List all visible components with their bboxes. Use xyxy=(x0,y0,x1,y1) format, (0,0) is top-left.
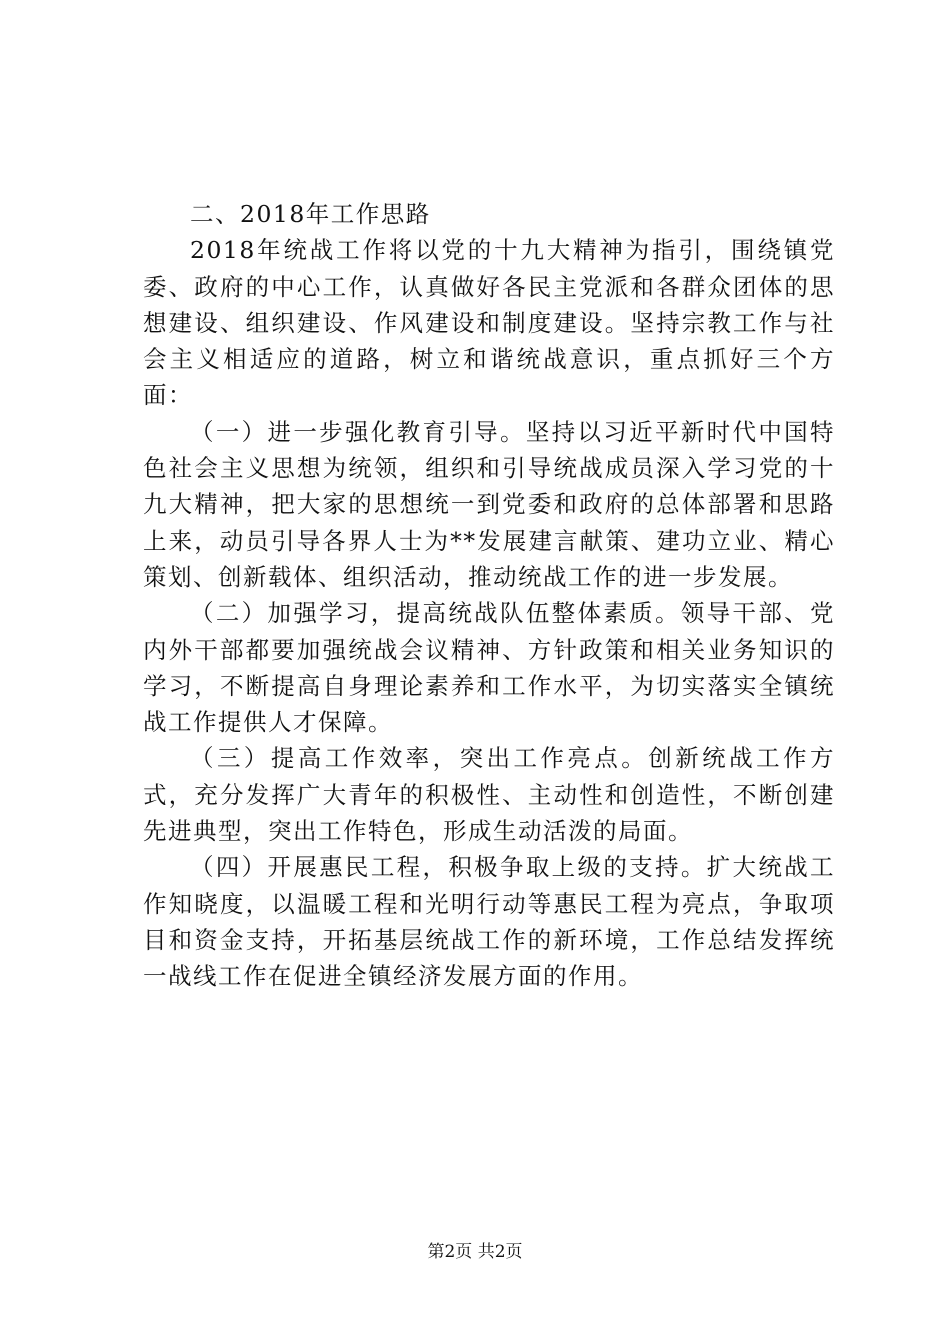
paragraph-item-3: （三）提高工作效率，突出工作亮点。创新统战工作方式，充分发挥广大青年的积极性、主动性和创造性，不断创建先进典型，突出工作特色，形成生动活泼的局面。 xyxy=(143,744,835,846)
paragraph-item-4: （四）开展惠民工程，积极争取上级的支持。扩大统战工作知晓度，以温暖工程和光明行动等惠民工程为亮点，争取项目和资金支持，开拓基层统战工作的新环境，工作总结发挥统一战线工作在促进全镇经济发展方面的作用。 xyxy=(143,853,835,991)
paragraph-intro: 2018年统战工作将以党的十九大精神为指引，围绕镇党委、政府的中心工作，认真做好各民主党派和各群众团体的思想建设、组织建设、作风建设和制度建设。坚持宗教工作与社会主义相适应的道路，树立和谐统战意识，重点抓好三个方面： xyxy=(143,236,835,410)
document-body xyxy=(143,196,835,995)
paragraph-item-2: （二）加强学习，提高统战队伍整体素质。领导干部、党内外干部都要加强统战会议精神、方针政策和相关业务知识的学习，不断提高自身理论素养和工作水平，为切实落实全镇统战工作提供人才保障。 xyxy=(143,599,835,737)
section-heading: 二、2018年工作思路 xyxy=(190,200,431,228)
page-number-footer: 第2页 共2页 xyxy=(427,1242,523,1262)
paragraph-item-1: （一）进一步强化教育引导。坚持以习近平新时代中国特色社会主义思想为统领，组织和引导统战成员深入学习党的十九大精神，把大家的思想统一到党委和政府的总体部署和思路上来，动员引导各界人士为**发展建言献策、建功立业、精心策划、创新载体、组织活动，推动统战工作的进一步发展。 xyxy=(143,417,835,591)
